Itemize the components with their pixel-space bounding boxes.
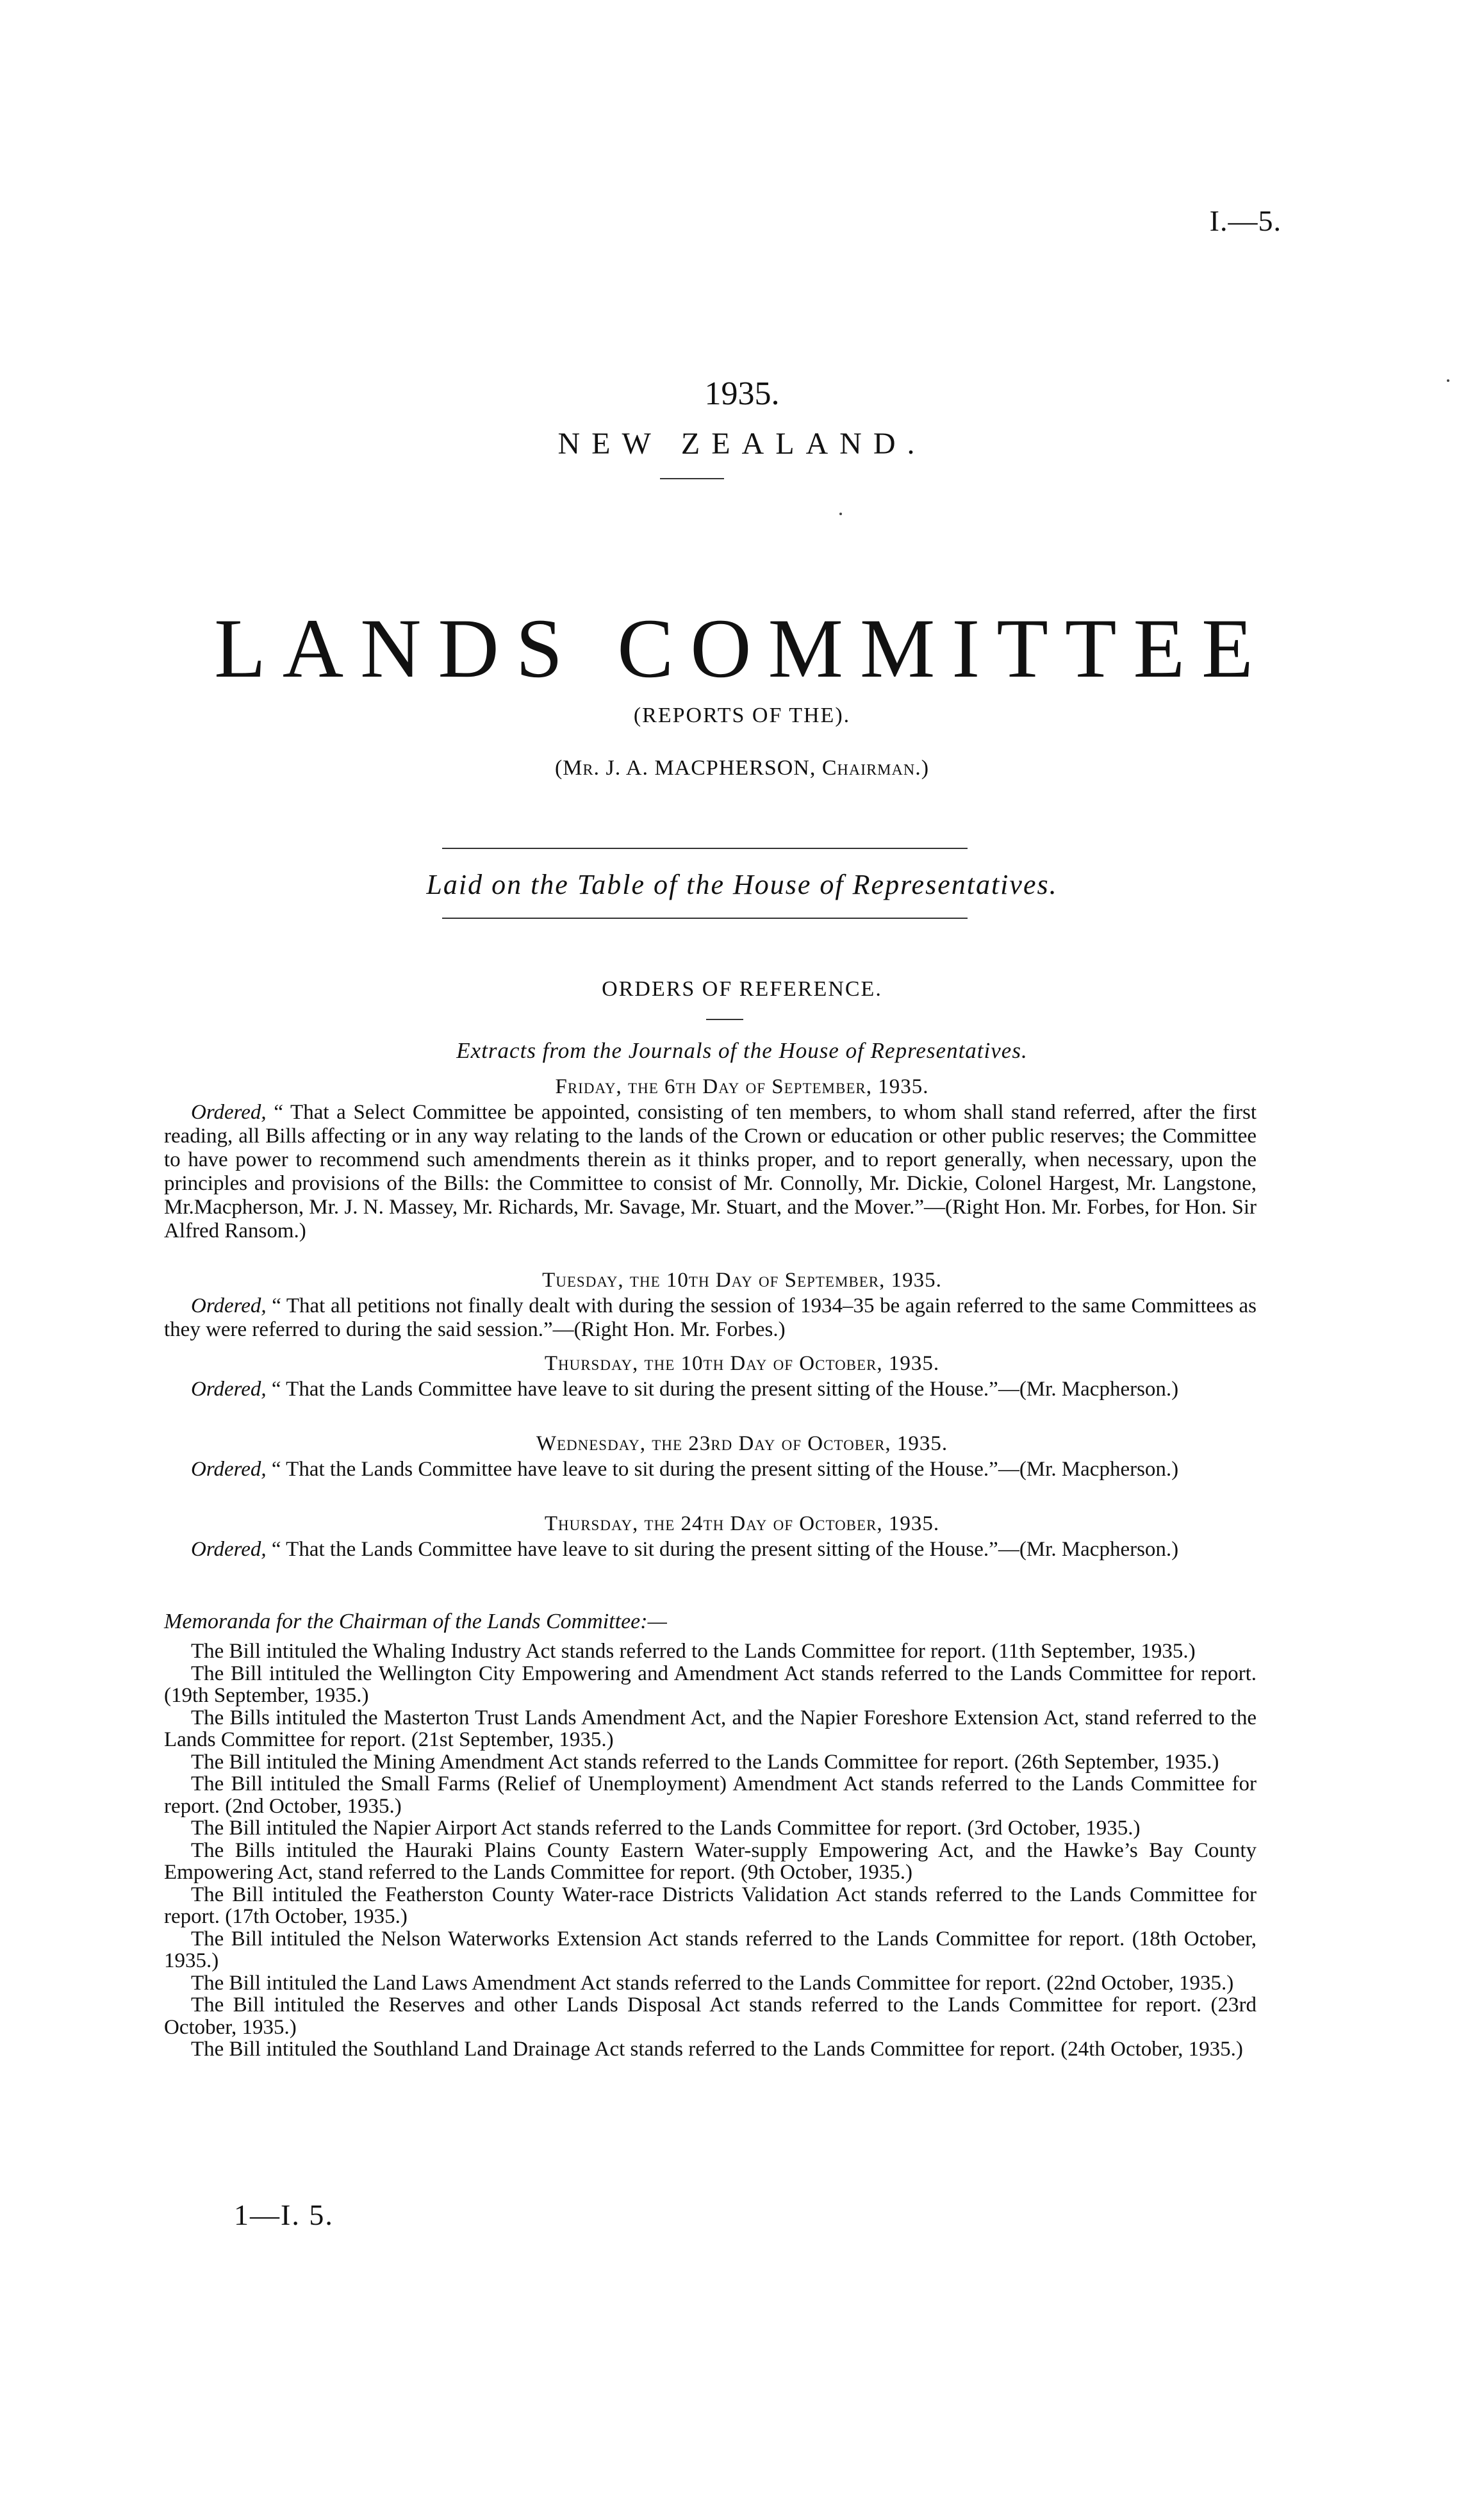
- order-entry: [164, 1101, 1257, 1243]
- ordered-label: Ordered,: [191, 1538, 267, 1561]
- ordered-label: Ordered,: [191, 1294, 267, 1317]
- ordered-label: Ordered,: [191, 1458, 267, 1481]
- country-heading: NEW ZEALAND.: [557, 427, 927, 461]
- memo-item: The Bill intituled the Reserves and other Lands Disposal Act stands referred to the Lands Committee for report. (23rd October, 1935.): [164, 1993, 1257, 2039]
- page-signature: 1—I. 5.: [234, 2198, 334, 2231]
- document-title: LANDS COMMITTEE: [214, 601, 1270, 695]
- memo-item: The Bill intituled the Napier Airport Act stands referred to the Lands Committee for report. (3rd October, 1935.): [191, 1817, 1141, 1840]
- paper-reference: I.—5.: [1209, 204, 1282, 237]
- order-date: Thursday, the 10th Day of October, 1935.: [544, 1352, 940, 1375]
- laid-on-table: Laid on the Table of the House of Representatives.: [426, 869, 1058, 900]
- ordered-label: Ordered,: [191, 1378, 267, 1401]
- speck: [1447, 379, 1449, 382]
- order-entry: [164, 1538, 1257, 1562]
- divider-rule: [442, 848, 968, 849]
- chairman-line: (Mr. J. A. MACPHERSON, Chairman.): [554, 756, 930, 780]
- memoranda-heading: Memoranda for the Chairman of the Lands Committee:—: [164, 1610, 667, 1633]
- memo-item: The Bill intituled the Whaling Industry Act stands referred to the Lands Committee for report. (11th September, 1935.): [191, 1640, 1196, 1663]
- memoranda-list: [164, 1640, 1257, 2061]
- document-subtitle: (REPORTS OF THE).: [633, 704, 851, 727]
- memo-item: The Bill intituled the Mining Amendment Act stands referred to the Lands Committee for report. (26th September, 1935.): [191, 1750, 1219, 1774]
- order-text: “ That the Lands Committee have leave to sit during the present sitting of the House.”—(Mr. Macpherson.): [271, 1458, 1179, 1481]
- memo-item: The Bills intituled the Hauraki Plains County Eastern Water-supply Empowering Act, and the Hawke’s Bay County Empowering Act, stand referred to the Lands Committee for report. (9th October, 1935.): [164, 1838, 1257, 1884]
- divider-rule: [706, 1019, 743, 1020]
- order-entry: [164, 1458, 1257, 1481]
- order-text: “ That all petitions not finally dealt with during the session of 1934–35 be again referred to the same Committees as they were referred to during the said session.”—(Right Hon. Mr. Forbes.): [164, 1294, 1257, 1341]
- extracts-heading: Extracts from the Journals of the House of Representatives.: [456, 1038, 1028, 1063]
- order-date: Thursday, the 24th Day of October, 1935.: [544, 1512, 940, 1535]
- order-entry: [164, 1294, 1257, 1342]
- memo-item: The Bill intituled the Land Laws Amendment Act stands referred to the Lands Committee for report. (22nd October, 1935.): [191, 1971, 1234, 1995]
- document-year: 1935.: [704, 375, 780, 412]
- order-text: “ That the Lands Committee have leave to sit during the present sitting of the House.”—(Mr. Macpherson.): [271, 1538, 1179, 1561]
- order-date: Friday, the 6th Day of September, 1935.: [555, 1075, 929, 1098]
- order-date: Tuesday, the 10th Day of September, 1935.: [542, 1269, 942, 1292]
- divider-rule: [660, 478, 724, 479]
- orders-heading: ORDERS OF REFERENCE.: [602, 977, 882, 1001]
- ordered-label: Ordered,: [191, 1101, 267, 1124]
- order-text: “ That the Lands Committee have leave to sit during the present sitting of the House.”—(Mr. Macpherson.): [271, 1378, 1179, 1401]
- divider-rule: [442, 918, 968, 919]
- order-date: Wednesday, the 23rd Day of October, 1935.: [536, 1432, 948, 1455]
- memo-item: The Bill intituled the Small Farms (Relief of Unemployment) Amendment Act stands referred to the Lands Committee for report. (2nd October, 1935.): [164, 1772, 1257, 1818]
- speck: [839, 513, 842, 515]
- memo-item: The Bills intituled the Masterton Trust Lands Amendment Act, and the Napier Foreshore Extension Act, stand referred to the Lands Committee for report. (21st September, 1935.): [164, 1706, 1257, 1751]
- memo-item: The Bill intituled the Southland Land Drainage Act stands referred to the Lands Committee for report. (24th October, 1935.): [191, 2038, 1243, 2061]
- memo-item: The Bill intituled the Featherston County Water-race Districts Validation Act stands referred to the Lands Committee for report. (17th October, 1935.): [164, 1883, 1257, 1928]
- order-entry: [164, 1378, 1257, 1401]
- memo-item: The Bill intituled the Wellington City Empowering and Amendment Act stands referred to the Lands Committee for report. (19th September, 1935.): [164, 1662, 1257, 1707]
- memo-item: The Bill intituled the Nelson Waterworks Extension Act stands referred to the Lands Committee for report. (18th October, 1935.): [164, 1927, 1257, 1972]
- order-text: “ That a Select Committee be appointed, consisting of ten members, to whom shall stand referred, after the first reading, all Bills affecting or in any way relating to the lands of the Crown or education or other public reserves; the Committee to have power to recommend such amendments therein as it thinks proper, and to report generally, when necessary, upon the principles and provisions of the Bills: the Committee to consist of Mr. Connolly, Mr. Dickie, Colonel Hargest, Mr. Langstone, Mr.Macpherson, Mr. J. N. Massey, Mr. Richards, Mr. Savage, Mr. Stuart, and the Mover.”—(Right Hon. Mr. Forbes, for Hon. Sir Alfred Ransom.): [164, 1101, 1257, 1242]
